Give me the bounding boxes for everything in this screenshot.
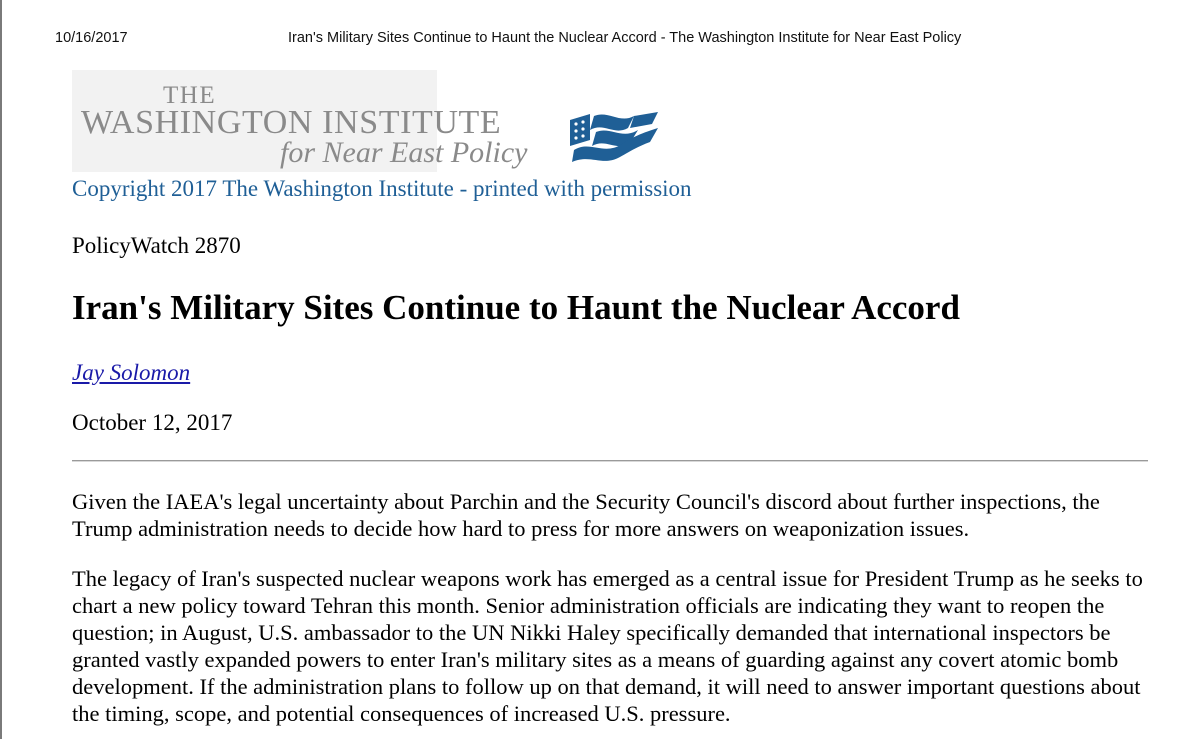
divider: [72, 460, 1148, 462]
series-label: PolicyWatch 2870: [72, 233, 241, 258]
logo-name: WASHINGTON INSTITUTE: [81, 104, 502, 141]
print-header: [55, 30, 1159, 50]
copyright-notice: Copyright 2017 The Washington Institute - printed with permission: [72, 176, 692, 201]
logo-tagline: for Near East Policy: [280, 136, 528, 169]
article-paragraph: The legacy of Iran's suspected nuclear weapons work has emerged as a central issue for President Trump as he seeks to chart a new policy toward Tehran this month. Senior administration officials are indicating they want to reopen the question; in August, U.S. ambassador to the UN Nikki Haley specifically demanded that international inspectors be granted vastly expanded powers to enter Iran's military sites as a means of guarding against any covert atomic bomb development. If the administration plans to follow up on that demand, it will need to answer important questions about the timing, scope, and potential consequences of increased U.S. pressure.: [72, 566, 1143, 726]
author-link[interactable]: Jay Solomon: [72, 360, 191, 385]
print-page-title: Iran's Military Sites Continue to Haunt the Nuclear Accord - The Washington Institute for Near East Policy: [288, 30, 962, 46]
article-paragraph: Given the IAEA's legal uncertainty about Parchin and the Security Council's discord about further inspections, the Trump administration needs to decide how hard to press for more answers on weaponization issues.: [72, 489, 1100, 541]
article-title: Iran's Military Sites Continue to Haunt the Nuclear Accord: [72, 288, 960, 327]
washington-institute-logo: [72, 70, 672, 174]
flag-emblem-icon: [568, 110, 660, 166]
logo-the: THE: [163, 82, 217, 109]
print-date: 10/16/2017: [55, 30, 128, 46]
article-date: October 12, 2017: [72, 410, 233, 435]
page-left-border: [0, 0, 2, 739]
